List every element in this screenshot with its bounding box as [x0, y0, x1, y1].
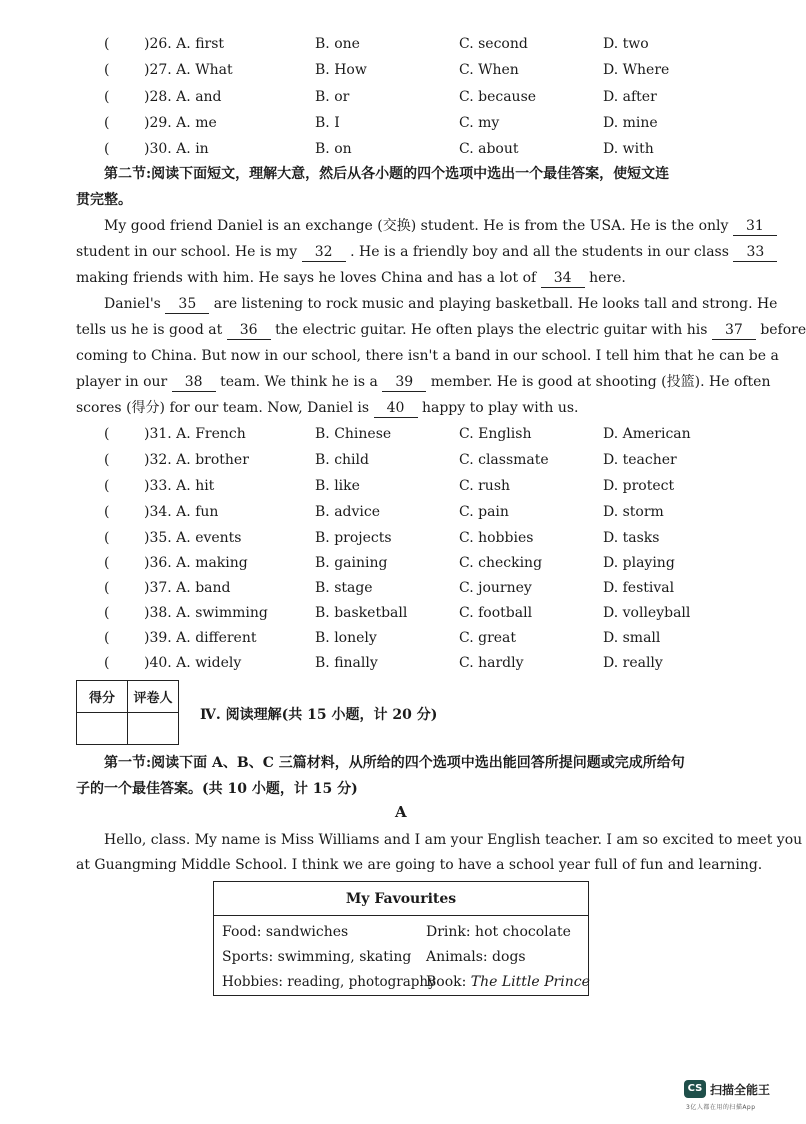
option-a: )27. A. What — [144, 62, 233, 78]
blank-38: 38 — [172, 373, 216, 392]
option-b: B. finally — [315, 655, 378, 671]
watermark-tagline: 3亿人都在用的扫描App — [686, 1104, 756, 1111]
passage-text: making friends with him. He says he loves China and has a lot of — [76, 270, 537, 286]
answer-paren: ( — [104, 478, 110, 494]
option-c: C. journey — [459, 580, 532, 596]
passage-line — [104, 291, 778, 317]
passage-text: . He is a friendly boy and all the students in our class — [350, 244, 729, 260]
blank-37: 37 — [712, 321, 756, 340]
option-c: C. rush — [459, 478, 511, 494]
blank-33: 33 — [733, 243, 777, 262]
option-d: D. with — [603, 141, 654, 157]
passage-line — [104, 213, 764, 239]
option-a: )34. A. fun — [144, 504, 219, 520]
option-b: B. gaining — [315, 555, 388, 571]
grader-header: 评卷人 — [128, 681, 179, 713]
blank-35: 35 — [165, 295, 209, 314]
passage-text: before — [760, 322, 806, 338]
option-a: )32. A. brother — [144, 452, 249, 468]
answer-paren: ( — [104, 655, 110, 671]
score-header: 得分 — [77, 681, 128, 713]
option-b: B. one — [315, 36, 360, 52]
option-a: )35. A. events — [144, 530, 242, 546]
option-b: B. How — [315, 62, 367, 78]
question-row — [104, 627, 704, 649]
section1-instruction-line2: 子的一个最佳答案。(共 10 小题，计 15 分) — [76, 781, 358, 797]
option-d: D. festival — [603, 580, 675, 596]
answer-paren: ( — [104, 605, 110, 621]
blank-32: 32 — [302, 243, 346, 262]
option-d: D. tasks — [603, 530, 660, 546]
option-d: D. mine — [603, 115, 658, 131]
option-d: D. two — [603, 36, 649, 52]
option-c: C. football — [459, 605, 533, 621]
passage-text: the electric guitar. He often plays the electric guitar with his — [275, 322, 708, 338]
answer-paren: ( — [104, 141, 110, 157]
option-b: B. child — [315, 452, 369, 468]
reading-a-line1: Hello, class. My name is Miss Williams and I am your English teacher. I am so excited to meet you — [104, 832, 803, 848]
favourite-book-title: The Little Prince — [470, 974, 590, 990]
section1-instruction-line1: 第一节:阅读下面 A、B、C 三篇材料，从所给的四个选项中选出能回答所提问题或完成所给句 — [104, 755, 685, 771]
option-c: C. When — [459, 62, 519, 78]
answer-paren: ( — [104, 555, 110, 571]
blank-36: 36 — [227, 321, 271, 340]
question-row — [104, 652, 704, 674]
option-b: B. like — [315, 478, 360, 494]
blank-39: 39 — [382, 373, 426, 392]
option-d: D. after — [603, 89, 657, 105]
option-c: C. great — [459, 630, 517, 646]
option-b: B. on — [315, 141, 352, 157]
passage-line: coming to China. But now in our school, there isn't a band in our school. I tell him that he can be a — [76, 348, 779, 364]
option-c: C. hobbies — [459, 530, 534, 546]
scanner-watermark — [684, 1080, 780, 1116]
favourite-animals: Animals: dogs — [426, 949, 526, 965]
score-cell[interactable] — [77, 713, 128, 745]
answer-paren: ( — [104, 452, 110, 468]
option-c: C. my — [459, 115, 500, 131]
section2-instruction-line1: 第二节:阅读下面短文，理解大意，然后从各小题的四个选项中选出一个最佳答案，使短文连 — [104, 166, 670, 182]
favourite-food: Food: sandwiches — [222, 924, 349, 940]
section2-instruction-line2: 贯完整。 — [76, 192, 132, 208]
option-d: D. American — [603, 426, 691, 442]
option-a: )37. A. band — [144, 580, 231, 596]
passage-text: My good friend Daniel is an exchange (交换) student. He is from the USA. He is the only — [104, 218, 729, 234]
option-c: C. pain — [459, 504, 509, 520]
option-b: B. projects — [315, 530, 392, 546]
option-b: B. advice — [315, 504, 381, 520]
option-d: D. playing — [603, 555, 675, 571]
option-c: C. checking — [459, 555, 543, 571]
answer-paren: ( — [104, 36, 110, 52]
option-d: D. Where — [603, 62, 670, 78]
question-row — [104, 138, 704, 160]
reading-a-line2: at Guangming Middle School. I think we are going to have a school year full of fun and learning. — [76, 857, 763, 873]
blank-40: 40 — [374, 399, 418, 418]
question-row — [104, 112, 704, 134]
question-row — [104, 59, 704, 81]
option-a: )36. A. making — [144, 555, 248, 571]
option-d: D. small — [603, 630, 661, 646]
passage-text: scores (得分) for our team. Now, Daniel is — [76, 400, 370, 416]
passage-text: happy to play with us. — [421, 400, 579, 416]
favourite-drink: Drink: hot chocolate — [426, 924, 571, 940]
answer-paren: ( — [104, 62, 110, 78]
question-row — [104, 552, 704, 574]
option-c: C. hardly — [459, 655, 524, 671]
option-c: C. because — [459, 89, 537, 105]
option-d: D. storm — [603, 504, 664, 520]
answer-paren: ( — [104, 530, 110, 546]
option-a: )28. A. and — [144, 89, 222, 105]
passage-line — [76, 265, 726, 291]
question-row — [104, 423, 704, 445]
passage-text: tells us he is good at — [76, 322, 223, 338]
option-a: )29. A. me — [144, 115, 217, 131]
favourites-table — [213, 881, 589, 996]
option-d: D. teacher — [603, 452, 677, 468]
score-table — [76, 680, 179, 745]
option-a: )40. A. widely — [144, 655, 242, 671]
passage-text: are listening to rock music and playing basketball. He looks tall and strong. He — [213, 296, 778, 312]
option-b: B. Chinese — [315, 426, 392, 442]
grader-cell[interactable] — [128, 713, 179, 745]
option-b: B. lonely — [315, 630, 377, 646]
passage-line — [76, 239, 765, 265]
passage-text: student in our school. He is my — [76, 244, 298, 260]
option-c: C. classmate — [459, 452, 549, 468]
option-c: C. second — [459, 36, 528, 52]
option-c: C. about — [459, 141, 519, 157]
passage-text: member. He is good at shooting (投篮). He often — [430, 374, 771, 390]
passage-text: here. — [589, 270, 626, 286]
option-a: )26. A. first — [144, 36, 225, 52]
passage-text: Daniel's — [104, 296, 161, 312]
answer-paren: ( — [104, 630, 110, 646]
favourite-book-label: Book: — [426, 974, 471, 990]
passage-line — [76, 369, 771, 395]
answer-paren: ( — [104, 504, 110, 520]
part4-title: Ⅳ. 阅读理解(共 15 小题，计 20 分) — [200, 707, 438, 723]
option-a: )38. A. swimming — [144, 605, 268, 621]
reading-a-heading: A — [395, 803, 407, 821]
answer-paren: ( — [104, 115, 110, 131]
question-row — [104, 602, 704, 624]
blank-34: 34 — [541, 269, 585, 288]
favourites-title: My Favourites — [214, 882, 588, 916]
option-b: B. I — [315, 115, 340, 131]
watermark-app-name: 扫描全能王 — [710, 1083, 771, 1097]
option-c: C. English — [459, 426, 532, 442]
passage-text: team. We think he is a — [220, 374, 378, 390]
question-row — [104, 33, 704, 55]
option-a: )30. A. in — [144, 141, 209, 157]
answer-paren: ( — [104, 89, 110, 105]
favourite-book — [426, 974, 590, 990]
answer-paren: ( — [104, 580, 110, 596]
option-a: )33. A. hit — [144, 478, 215, 494]
question-row — [104, 475, 704, 497]
option-b: B. basketball — [315, 605, 408, 621]
passage-text: player in our — [76, 374, 168, 390]
passage-line — [76, 395, 726, 421]
passage-line — [76, 317, 806, 343]
answer-paren: ( — [104, 426, 110, 442]
option-d: D. really — [603, 655, 663, 671]
option-b: B. stage — [315, 580, 373, 596]
option-a: )31. A. French — [144, 426, 246, 442]
question-row — [104, 577, 704, 599]
favourite-sports: Sports: swimming, skating — [222, 949, 412, 965]
option-d: D. volleyball — [603, 605, 691, 621]
camscanner-logo-icon: CS — [684, 1080, 706, 1098]
favourite-hobbies: Hobbies: reading, photography — [222, 974, 436, 990]
option-a: )39. A. different — [144, 630, 257, 646]
option-d: D. protect — [603, 478, 675, 494]
question-row — [104, 501, 704, 523]
question-row — [104, 527, 704, 549]
option-b: B. or — [315, 89, 350, 105]
blank-31: 31 — [733, 217, 777, 236]
question-row — [104, 449, 704, 471]
question-row — [104, 86, 704, 108]
